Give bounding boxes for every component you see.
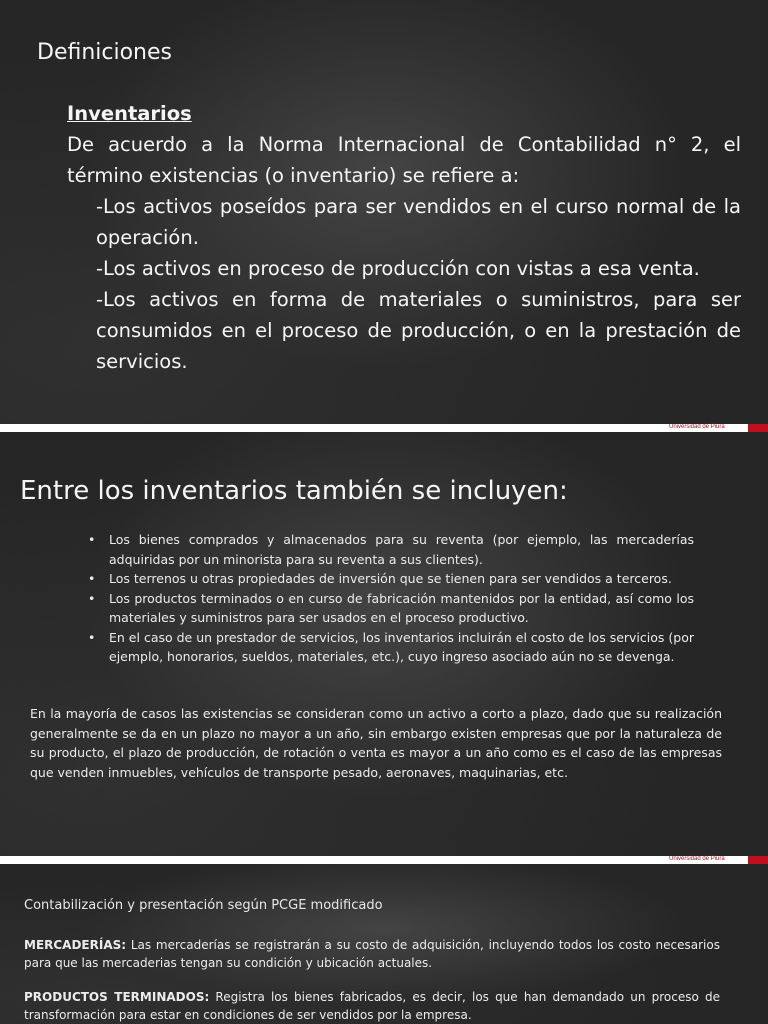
university-footer: Universidad de Piura <box>669 856 725 862</box>
red-accent-tab <box>748 424 768 432</box>
red-accent-tab <box>748 856 768 864</box>
productos-label: PRODUCTOS TERMINADOS: <box>24 990 210 1004</box>
section-heading: Inventarios <box>67 102 192 125</box>
list-item-text: Los bienes comprados y almacenados para su reventa (por ejemplo, las mercaderías adquiridas por un minorista para su reventa a sus clientes). <box>109 532 694 567</box>
body-paragraph: En la mayoría de casos las existencias se consideran como un activo a corto a plazo, dado que su realización generalmente se da en un plazo no mayor a un año, sin embargo existen empresas que por la naturaleza de su producto, el plazo de producción, de rotación o venta es mayor a un año como es el caso de las empresas que venden inmuebles, vehículos de transporte pesado, aeronaves, maquinarias, etc. <box>30 706 722 780</box>
mercaderias-paragraph <box>24 936 720 972</box>
slide-inventarios-incluyen <box>0 432 768 856</box>
intro-paragraph: De acuerdo a la Norma Internacional de Contabilidad n° 2, el término existencias (o inventario) se refiere a: <box>67 133 741 187</box>
university-footer: Universidad de Piura <box>669 424 725 430</box>
list-item-text: Los productos terminados o en curso de fabricación mantenidos por la entidad, así como los materiales y suministros para ser usados en el proceso productivo. <box>109 590 694 625</box>
productos-terminados-paragraph <box>24 988 720 1024</box>
slide-footer-bar <box>0 856 768 864</box>
list-item: -Los activos poseídos para ser vendidos en el curso normal de la operación. <box>96 195 741 249</box>
bullet-list <box>88 530 694 667</box>
slide-footer-bar <box>0 424 768 432</box>
list-item <box>88 589 694 628</box>
slide-title: Contabilización y presentación según PCGE modificado <box>24 898 383 913</box>
slide-contabilizacion <box>0 864 768 1024</box>
bullet-icon: • <box>88 590 96 606</box>
slide-body <box>67 98 741 377</box>
list-item-text: En el caso de un prestador de servicios, los inventarios incluirán el costo de los servicios (por ejemplo, honorarios, sueldos, materiales, etc.), cuyo ingreso asociado aún no se devenga. <box>109 629 694 664</box>
bullet-icon: • <box>88 571 96 586</box>
bullet-icon: • <box>88 629 96 645</box>
slide-definiciones <box>0 0 768 424</box>
list-item-text: Los terrenos u otras propiedades de inversión que se tienen para ser vendidos a terceros. <box>109 571 672 586</box>
productos-text: Registra los bienes fabricados, es decir, los que han demandado un proceso de transformación para estar en condiciones de ser vendidos por la empresa. <box>24 990 721 1022</box>
bullet-icon: • <box>88 532 96 547</box>
mercaderias-label: MERCADERÍAS: <box>24 938 127 952</box>
slide-title: Entre los inventarios también se incluyen: <box>20 476 568 506</box>
mercaderias-text: Las mercaderías se registrarán a su costo de adquisición, incluyendo todos los costo necesarios para que las mercaderias tengan su condición y ubicación actuales. <box>24 938 720 970</box>
list-item: -Los activos en proceso de producción con vistas a esa venta. <box>96 257 700 280</box>
list-item <box>88 569 694 589</box>
slide-title: Definiciones <box>37 40 172 65</box>
list-item <box>88 628 694 667</box>
list-item: -Los activos en forma de materiales o suministros, para ser consumidos en el proceso de producción, o en la prestación de servicios. <box>96 288 741 373</box>
list-item <box>88 530 694 569</box>
